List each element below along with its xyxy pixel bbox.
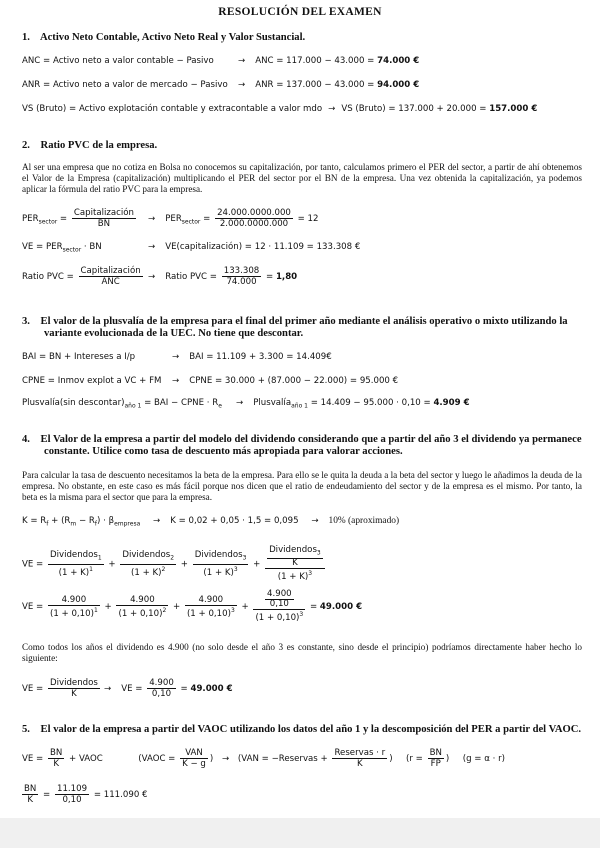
cpne-calculation: → CPNE = 30.000 + (87.000 − 22.000) = 95.000 € — [172, 376, 399, 386]
section-4-heading-line-2: constante. Utilice como tasa de descuento más apropiada para valorar acciones. — [44, 446, 403, 457]
arrow-icon: → — [104, 684, 112, 694]
per-formula: $PER_{sector}$ = $\frac{\text{Capitalización}}{BN}$ — [22, 208, 134, 229]
bai-definition: BAI = BN + Intereses a I/p — [22, 352, 136, 362]
ve-simple-formula: VE = $\frac{\text{Dividendos}}{K}$ — [22, 678, 98, 699]
ve-simple-calculation: → VE = $\frac{4.900}{0,10}$ = 49.000 € — [104, 678, 233, 699]
section-4-heading-line-1: 4. El Valor de la empresa a partir del modelo del dividendo considerando que a partir del año 3 el dividendo ya permanece — [22, 434, 582, 445]
plusvalia-definition: Plusvalía(sin $descontar)_{año 1}$ = BAI − CPNE · $R_e$ — [22, 398, 222, 410]
per-fraction: $\frac{\text{Capitalización}}{BN}$ — [73, 208, 134, 229]
k-formula: $K = R_f + (R_m - R_f) \cdot \beta_{empresa} \to K = 0,02 + 0,05 \cdot 1,5 = 0,095 \to 10\%$ (aproximado) — [22, 516, 400, 528]
arrow-icon: → — [148, 272, 156, 282]
per-calculation: → $PER_{sector}$ = $\frac{24.000.0000.000}{2.000.0000.000}$ = 12 — [148, 208, 319, 229]
ve-capitalization: → VE(capitalización) = 12 · 11.109 = 133.308 € — [148, 242, 361, 252]
anr-calculation: → ANR = 137.000 − 43.000 = 94.000 € — [238, 80, 420, 90]
section-1-heading: 1. Activo Neto Contable, Activo Neto Real y Valor Sustancial. — [22, 32, 306, 43]
anc-definition: ANC = Activo neto a valor contable − Pasivo — [22, 56, 214, 66]
per-value-fraction: $\frac{24.000.0000.000}{2.000.0000.000}$ — [217, 208, 291, 229]
arrow-icon: → — [238, 80, 246, 90]
arrow-icon: → — [238, 56, 246, 66]
section-2-heading: 2. Ratio PVC de la empresa. — [22, 140, 158, 151]
bn-over-k-calculation: $\frac{BN}{K}$ = $\frac{11.109}{0,10}$ = 111.090 € — [24, 784, 148, 805]
arrow-icon: → — [221, 754, 230, 764]
arrow-icon: → — [328, 104, 336, 114]
pvc-formula: Ratio PVC = $\frac{\text{Capitalización}}{\text{ANC}}$ — [22, 266, 141, 287]
page-bottom-margin — [0, 818, 600, 848]
arrow-icon: → — [148, 214, 156, 224]
arrow-icon: → — [148, 242, 156, 252]
arrow-icon: → — [172, 352, 180, 362]
section-3-heading-line-2: variante evolucionada de la UEC. No tiene que descontar. — [44, 328, 304, 339]
arrow-icon: → — [172, 376, 180, 386]
section-4-paragraph-2: Como todos los años el dividendo es 4.900 (no solo desde el año 3 es constante, sino desde el principio) podríamos directamente haber hecho lo siguiente: — [22, 642, 582, 663]
arrow-icon: → — [153, 516, 161, 526]
section-2-paragraph: Al ser una empresa que no cotiza en Bolsa no conocemos su capitalización, por tanto, calculamos primero el PER del sector, a partir de ahí obtenemos el Valor de la Empresa (capitalización) multiplicando el PER del sector por el BN de la empresa. Una vez obtenida la capitalización, ya podemos aplicar la fórmula del ratio PVC para la empresa. — [22, 162, 582, 194]
anc-calculation: → ANC = 117.000 − 43.000 = 74.000 € — [238, 56, 420, 66]
section-3-heading-line-1: 3. El valor de la plusvalía de la empresa para el final del primer año mediante el análisis operativo o mixto utilizando la — [22, 316, 568, 327]
arrow-icon: → — [236, 398, 244, 408]
vaoc-formula: VE = $\frac{BN}{K}$ + VAOC (VAOC = $\frac{\text{VAN}}{K - g}$ ) → (VAN = −Reservas + $\frac{\text{Reservas · r}}{K}$ ) (r = $\frac{BN}{FP}$ ) (g = α · r) — [22, 748, 505, 769]
anr-definition: ANR = Activo neto a valor de mercado − Pasivo — [22, 80, 228, 90]
document-title: RESOLUCIÓN DEL EXAMEN — [218, 6, 382, 18]
bai-calculation: → BAI = 11.109 + 3.300 = 14.409€ — [172, 352, 332, 362]
ve-definition: VE = $PER_{sector}$ · BN — [22, 242, 102, 254]
pvc-value-fraction: $\frac{133.308}{74.000}$ — [223, 266, 260, 287]
cpne-definition: CPNE = Inmov explot a VC + FM — [22, 376, 162, 386]
ve-dividend-formula: VE = $\frac{Dividendos_1}{(1 + K)^1}$ + $\frac{Dividendos_2}{(1 + K)^2}$ + $\frac{Dividendos_3}{(1 + K)^3}$ + $\frac{\frac{Dividendos_3}{K}}{(1 + K)^3}$ — [22, 546, 327, 582]
pvc-calculation: → Ratio PVC = $\frac{133.308}{74.000}$ = 1,80 — [148, 266, 298, 287]
vs-definition: VS (Bruto) = Activo explotación contable y extracontable a valor mdo → VS (Bruto) = 137.000 + 20.000 = 157.000 € — [22, 104, 538, 114]
arrow-icon: → — [311, 516, 319, 526]
section-5-heading: 5. El valor de la empresa a partir del VAOC utilizando los datos del año 1 y la descomposición del PER a partir del VAOC. — [22, 724, 582, 735]
pvc-fraction: $\frac{\text{Capitalización}}{\text{ANC}}$ — [80, 266, 141, 287]
plusvalia-calculation: → Plusvalía$_{año 1}$ = 14.409 − 95.000 · 0,10 = 4.909 € — [236, 398, 470, 410]
section-4-paragraph: Para calcular la tasa de descuento necesitamos la beta de la empresa. Para ello se le quita la deuda a la beta del sector y luego le añadimos la deuda de la empresa. No obstante, en este caso es más fácil porque nos dicen que el ratio de endeudamiento del sector y de la empresa es el mismo. Por tanto, la beta es la misma para el sector que para la empresa. — [22, 470, 582, 502]
ve-dividend-calculation: VE = $\frac{4.900}{(1 + 0,10)^1}$ + $\frac{4.900}{(1 + 0,10)^2}$ + $\frac{4.900}{(1 + 0,10)^3}$ + $\frac{\frac{4.900}{0,10}}{(1 + 0,10)^3}$ = 49.000 € — [22, 589, 363, 623]
